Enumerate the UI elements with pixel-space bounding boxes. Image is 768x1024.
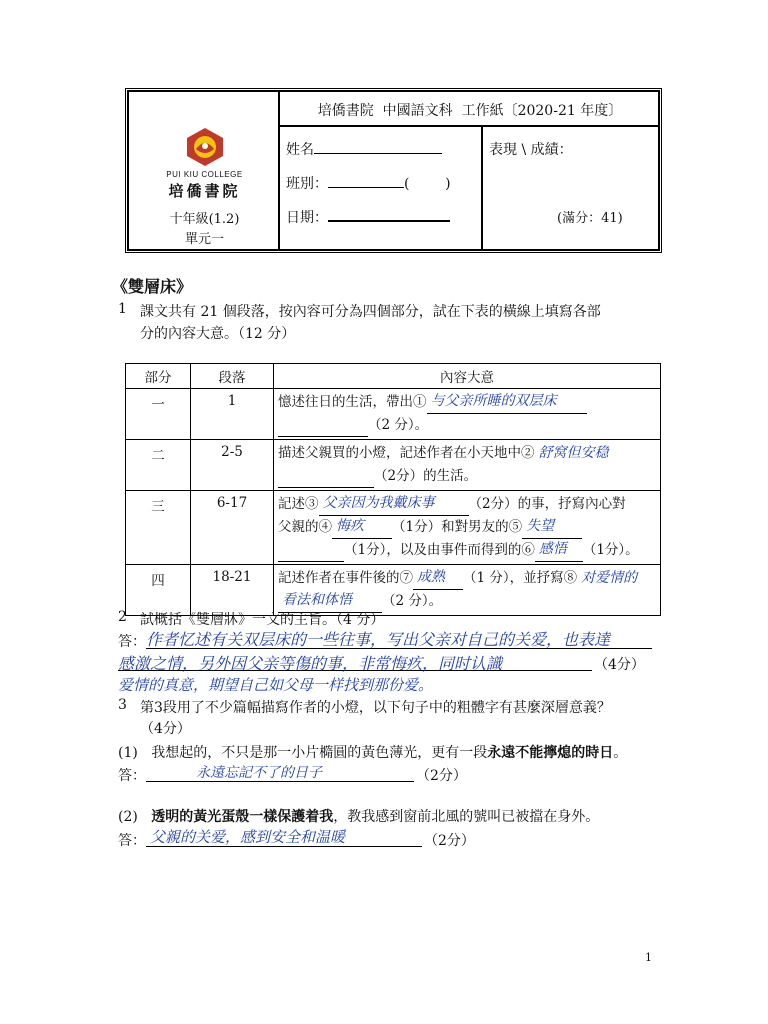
summary-text: （2分）的事，抒寫內心對 — [468, 496, 626, 512]
summary-cell — [274, 440, 661, 491]
part-cell: 三 — [126, 491, 191, 565]
table-header-row — [126, 364, 661, 389]
q3-sentence1-bold: 永遠不能擰熄的時日 — [487, 745, 614, 761]
logo-chinese: 培僑書院 — [168, 182, 241, 200]
q1-text-line1: 課文共有 21 個段落，按內容可分為四個部分，試在下表的橫線上填寫各部 — [140, 304, 601, 320]
q2-handwritten-line-1: 作者忆述有关双层床的一些往事，写出父亲对自己的关爱，也表達 — [146, 630, 611, 649]
date-row — [286, 207, 450, 227]
handwritten-answer: 看法和体悟 — [282, 592, 352, 608]
header-box — [125, 88, 662, 253]
name-field[interactable] — [314, 153, 442, 154]
answer-blank[interactable] — [319, 495, 469, 516]
q1-number: 1 — [118, 301, 127, 317]
q3-text-line2: （4分） — [140, 721, 191, 737]
date-label: 日期： — [286, 210, 328, 226]
q2-handwritten-line-3: 爱情的真意，期望自己如父母一样找到那份爱。 — [118, 676, 434, 694]
handwritten-answer: 悔疚 — [336, 518, 364, 534]
q3-sentence1 — [118, 742, 627, 762]
summary-cell — [274, 565, 661, 616]
q2-marks: （4分） — [594, 657, 645, 673]
q3-sentence2-text: ，教我感到窗前北風的號叫已被擋在身外。 — [333, 809, 600, 825]
class-row — [286, 173, 451, 193]
class-number-paren: ( ) — [404, 176, 451, 192]
school-logo — [184, 127, 226, 169]
name-row — [286, 139, 442, 159]
col-header-summary: 內容大意 — [274, 364, 661, 389]
summary-cell — [274, 491, 661, 565]
full-marks-label: (滿分：41) — [557, 211, 623, 226]
summary-text: （1分），以及由事件而得到的⑥ — [344, 542, 535, 558]
handwritten-answer: 成熟 — [417, 569, 445, 585]
answer-blank[interactable] — [278, 471, 374, 488]
header-info-cell — [279, 126, 482, 250]
header-left-cell — [128, 91, 279, 250]
summary-text: （2分）的生活。 — [374, 468, 478, 484]
paragraph-cell: 1 — [191, 389, 274, 440]
name-label: 姓名 — [286, 142, 314, 158]
handwritten-answer: 对爱情的 — [581, 570, 638, 586]
q3-answer1-label: 答： — [118, 768, 146, 784]
part-cell: 一 — [126, 389, 191, 440]
summary-text: 父親的④ — [278, 519, 332, 535]
worksheet-title: 培僑書院 中國語文科 工作紙〔2020-21 年度〕 — [317, 103, 623, 119]
handwritten-answer: 父亲因为我戴床事 — [322, 495, 435, 511]
q3-answer1-handwritten: 永遠忘記不了的日子 — [196, 765, 322, 781]
answer-blank[interactable] — [278, 545, 344, 562]
q3-sentence2 — [118, 806, 599, 826]
col-header-paragraphs: 段落 — [191, 364, 274, 389]
q2-text: 試概括《雙層牀》一文的主旨。（4 分） — [140, 612, 385, 628]
summary-text: （2 分）。 — [382, 593, 443, 609]
summary-text: 描述父親買的小燈，記述作者在小天地中② — [278, 445, 535, 461]
q2-number: 2 — [118, 609, 127, 625]
section-title: 《雙層床》 — [112, 277, 193, 296]
q1-text-line2: 分的內容大意。（12 分） — [140, 326, 296, 342]
part-cell: 二 — [126, 440, 191, 491]
summary-text: （1分）和對男友的⑤ — [392, 519, 523, 535]
performance-label: 表現 \ 成績： — [489, 142, 573, 158]
class-label: 班別： — [286, 176, 328, 192]
class-field[interactable] — [328, 187, 404, 188]
paragraph-cell: 18-21 — [191, 565, 274, 616]
date-field[interactable] — [328, 220, 450, 222]
summary-text: 記述③ — [278, 496, 319, 512]
q3-answer2-handwritten: 父親的关爱，感到安全和温暖 — [150, 828, 346, 846]
summary-text: 記述作者在事件後的⑦ — [278, 570, 413, 586]
q3-sentence1-end: 。 — [613, 745, 628, 761]
summary-text: （1分）。 — [582, 542, 639, 558]
answer-blank[interactable] — [278, 420, 368, 437]
q3-answer1-marks: （2分） — [416, 768, 467, 784]
paragraph-cell: 6-17 — [191, 491, 274, 565]
summary-cell — [274, 389, 661, 440]
q3-answer2-label: 答： — [118, 833, 146, 849]
summary-text: （2 分）。 — [368, 417, 429, 433]
handwritten-answer: 舒窝但安稳 — [538, 445, 609, 461]
summary-text: （1 分），並抒寫⑧ — [463, 570, 578, 586]
answer-blank[interactable] — [413, 569, 463, 590]
handwritten-answer: 与父亲所睡的双层床 — [430, 393, 557, 409]
answer-blank[interactable] — [535, 541, 583, 562]
q3-answer2-marks: （2分） — [424, 833, 475, 849]
table-row — [126, 565, 661, 616]
q2-handwritten-line-2: 感激之情，另外因父亲等傷的事，非常悔疚，同时认識 — [118, 654, 503, 673]
logo-english: PUI KIU COLLEGE — [166, 170, 243, 179]
grade-label: 十年級(1.2) — [169, 212, 240, 227]
q3-sentence1-number: (1) — [118, 745, 138, 761]
paragraph-cell: 2-5 — [191, 440, 274, 491]
part-cell: 四 — [126, 565, 191, 616]
answer-blank[interactable] — [332, 518, 392, 539]
answer-blank[interactable] — [427, 393, 587, 414]
table-row — [126, 440, 661, 491]
handwritten-answer: 感悟 — [538, 541, 567, 557]
answer-blank[interactable] — [535, 445, 645, 465]
col-header-part: 部分 — [126, 364, 191, 389]
q3-sentence1-text: 我想起的，不只是那一小片橢圓的黃色薄光，更有一段 — [151, 745, 488, 761]
unit-label: 單元一 — [184, 232, 224, 247]
handwritten-answer: 失望 — [526, 518, 555, 534]
content-summary-table — [125, 363, 661, 616]
q3-sentence2-number: (2) — [118, 809, 138, 825]
answer-blank[interactable] — [577, 570, 641, 590]
q2-answer-label: 答： — [118, 634, 146, 650]
q3-sentence2-bold: 透明的黃光蛋殼一樣保護着我 — [151, 809, 334, 825]
answer-blank[interactable] — [522, 518, 582, 539]
table-row — [126, 389, 661, 440]
header-score-cell — [482, 126, 659, 250]
table-row — [126, 491, 661, 565]
q3-number: 3 — [118, 697, 127, 713]
header-title-cell — [279, 91, 659, 126]
summary-text: 憶述往日的生活，帶出① — [278, 394, 427, 410]
page-number: 1 — [645, 951, 652, 964]
q3-text-line1: 第3段用了不少篇幅描寫作者的小燈，以下句子中的粗體字有甚麼深層意義？ — [140, 700, 611, 716]
